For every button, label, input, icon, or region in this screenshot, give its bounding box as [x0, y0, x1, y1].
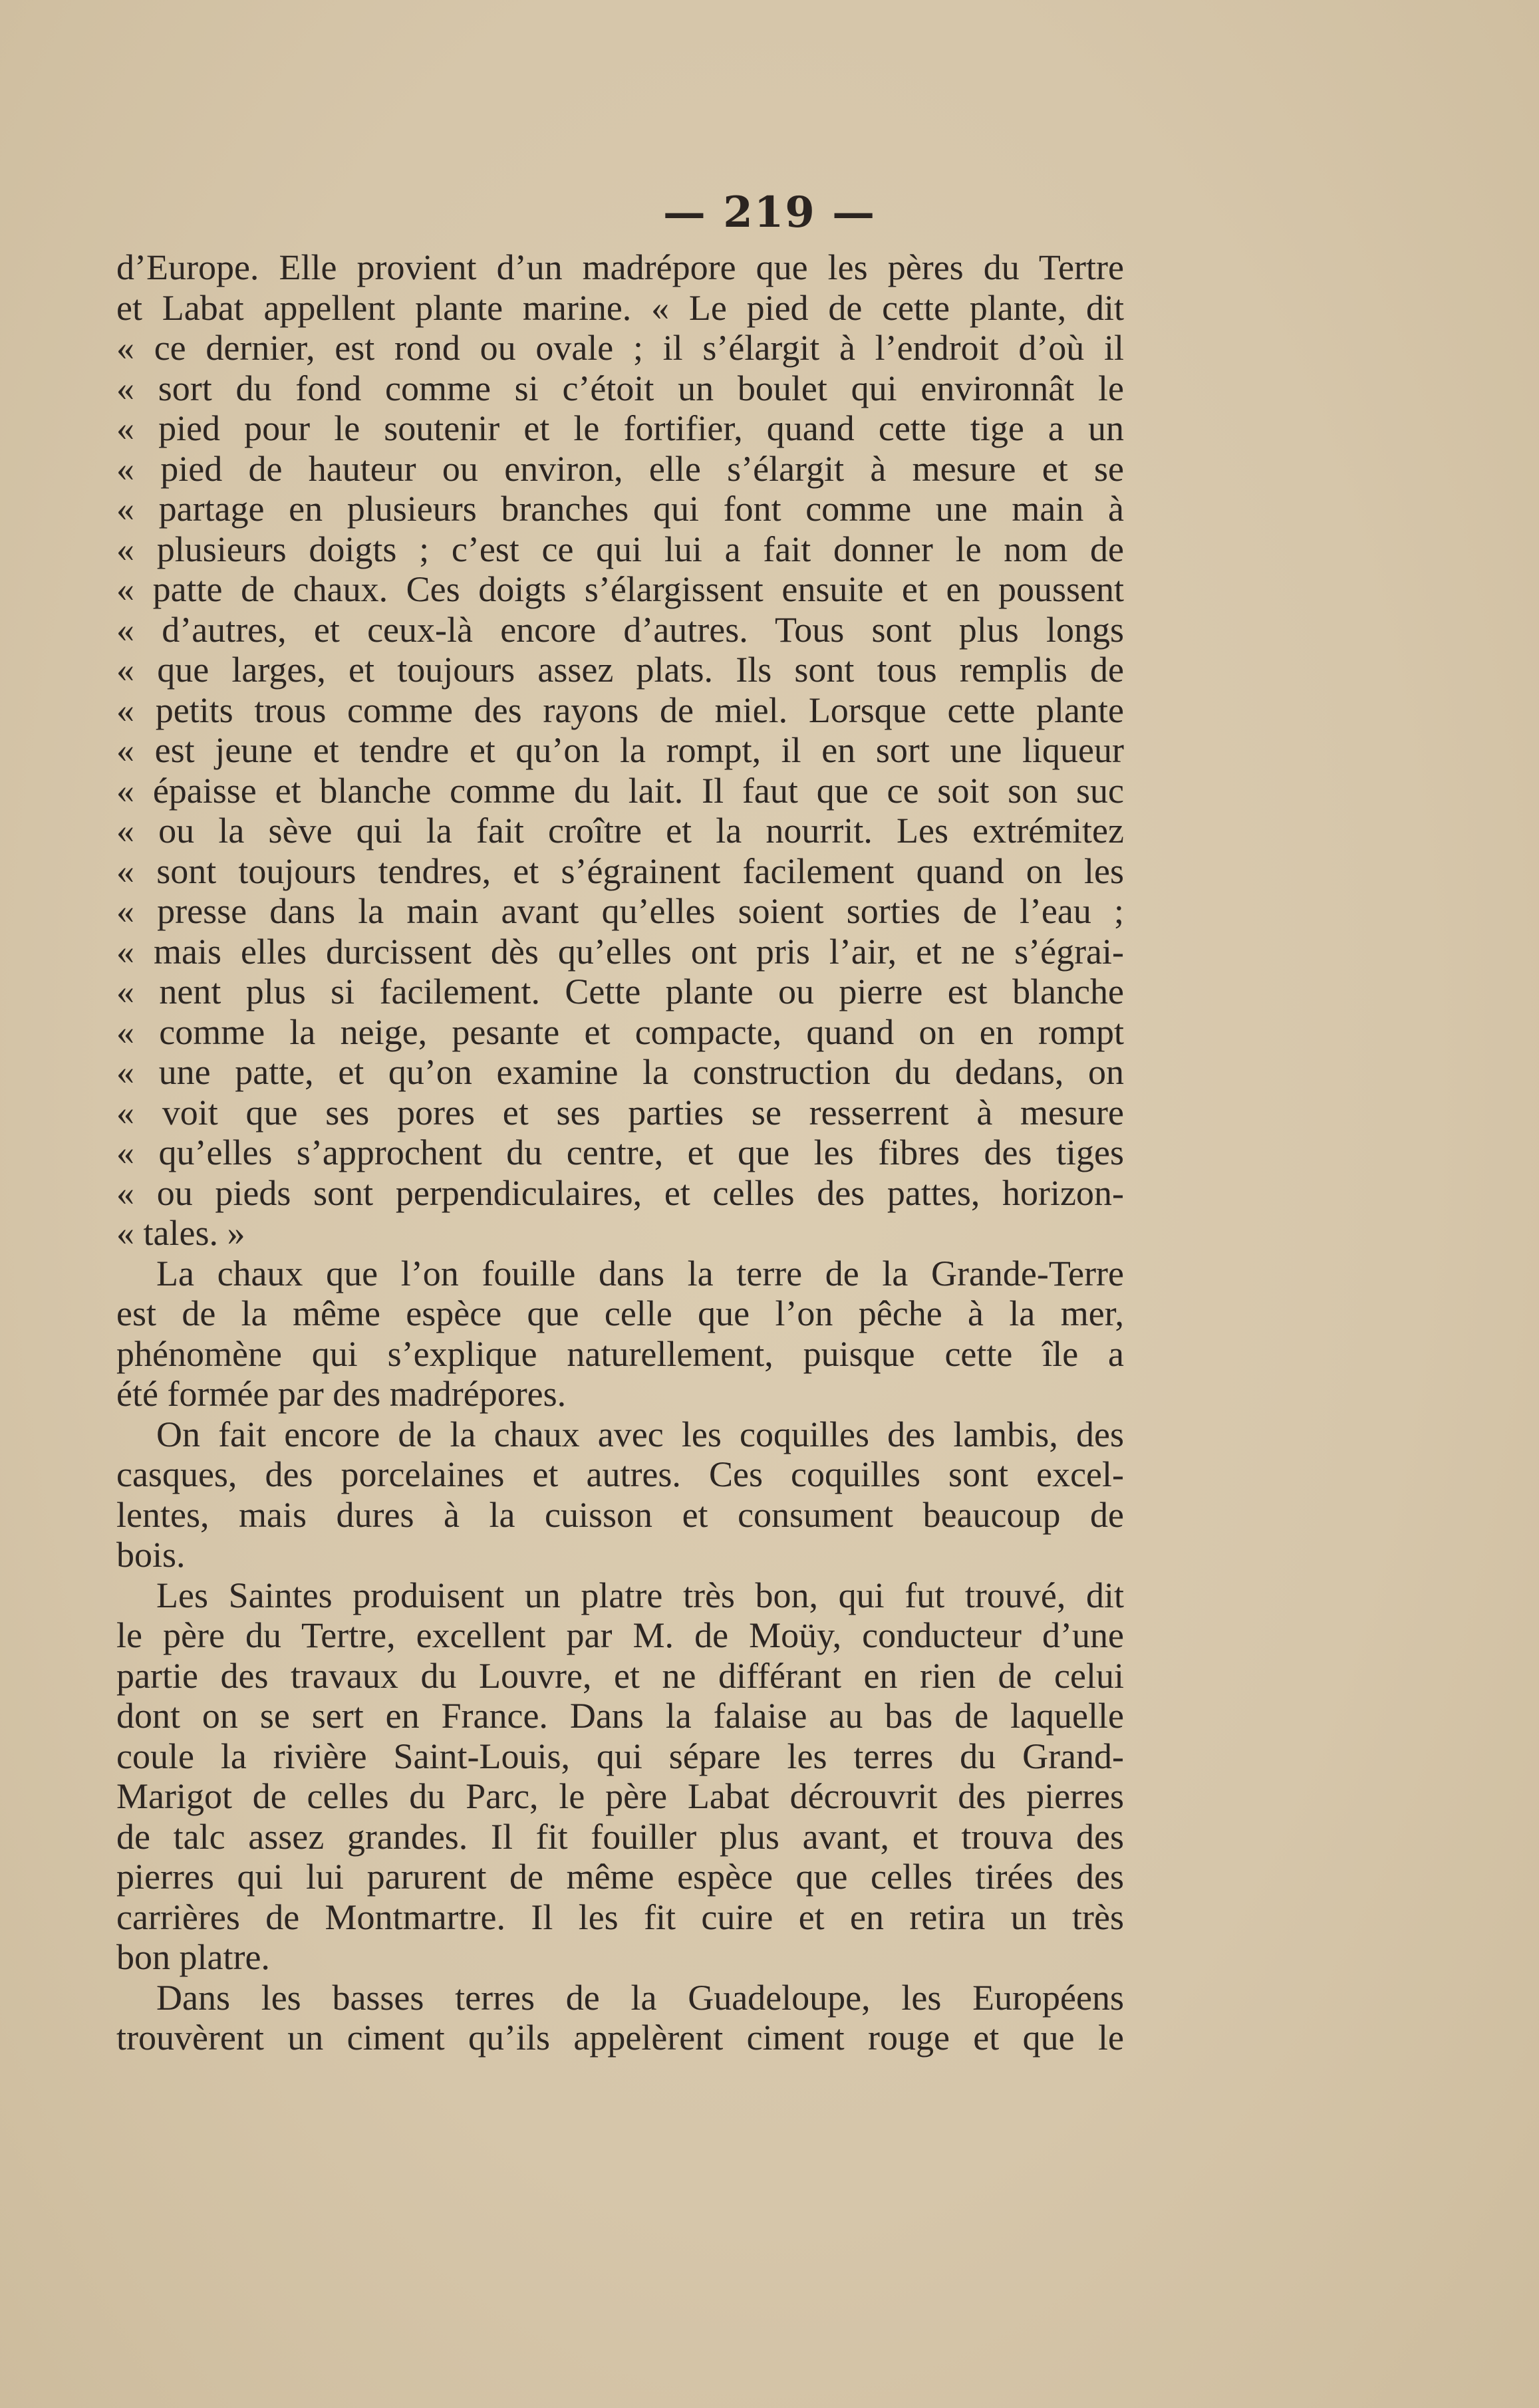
text-line: « une patte, et qu’on examine la construction du dedans, on [116, 1052, 1124, 1092]
text-line: « sont toujours tendres, et s’égrainent facilement quand on les [116, 851, 1124, 891]
page-number: — 219 — [662, 188, 877, 237]
paragraph-first-line: Dans les basses terres de la Guadeloupe, les Européens [156, 1977, 1124, 2018]
text-line: phénomène qui s’explique naturellement, puisque cette île a [116, 1333, 1124, 1374]
text-line: « ou la sève qui la fait croître et la nourrit. Les extrémitez [116, 811, 1124, 851]
text-line: et Labat appellent plante marine. « Le pied de cette plante, dit [116, 287, 1124, 328]
text-line: « presse dans la main avant qu’elles soient sorties de l’eau ; [116, 891, 1124, 931]
paragraph-first-line: La chaux que l’on fouille dans la terre de la Grande-Terre [156, 1253, 1124, 1293]
text-line: de talc assez grandes. Il fit fouiller plus avant, et trouva des [116, 1816, 1124, 1857]
text-line: « que larges, et toujours assez plats. Ils sont tous remplis de [116, 650, 1124, 690]
text-line: Marigot de celles du Parc, le père Labat décrouvrit des pierres [116, 1776, 1124, 1816]
text-line: « sort du fond comme si c’étoit un boulet qui environnât le [116, 368, 1124, 408]
text-line: « mais elles durcissent dès qu’elles ont pris l’air, et ne s’égrai- [116, 931, 1124, 972]
paragraph-first-line: On fait encore de la chaux avec les coquilles des lambis, des [156, 1414, 1124, 1454]
text-line: casques, des porcelaines et autres. Ces coquilles sont excel- [116, 1454, 1124, 1494]
text-line: « patte de chaux. Ces doigts s’élargissent ensuite et en poussent [116, 569, 1124, 609]
text-line: lentes, mais dures à la cuisson et consument beaucoup de [116, 1494, 1124, 1535]
text-line: « d’autres, et ceux-là encore d’autres. Tous sont plus longs [116, 609, 1124, 650]
text-line: « partage en plusieurs branches qui font comme une main à [116, 489, 1124, 529]
text-line: carrières de Montmartre. Il les fit cuire et en retira un très [116, 1897, 1124, 1937]
text-line: « nent plus si facilement. Cette plante ou pierre est blanche [116, 972, 1124, 1011]
text-line: coule la rivière Saint-Louis, qui sépare les terres du Grand- [116, 1736, 1124, 1776]
text-line: « plusieurs doigts ; c’est ce qui lui a fait donner le nom de [116, 529, 1124, 569]
text-line: d’Europe. Elle provient d’un madrépore que les pères du Tertre [116, 247, 1124, 287]
text-line: « ou pieds sont perpendiculaires, et celles des pattes, horizon- [116, 1172, 1124, 1213]
text-line: « pied pour le soutenir et le fortifier, quand cette tige a un [116, 408, 1124, 448]
text-line: dont on se sert en France. Dans la falaise au bas de laquelle [116, 1696, 1124, 1736]
text-line: « ce dernier, est rond ou ovale ; il s’élargit à l’endroit d’où il [116, 328, 1124, 368]
text-line: bon platre. [116, 1937, 270, 1977]
text-line: été formée par des madrépores. [116, 1374, 567, 1414]
text-line: « tales. » [116, 1213, 245, 1253]
text-line: est de la même espèce que celle que l’on pêche à la mer, [116, 1293, 1124, 1333]
text-line: « épaisse et blanche comme du lait. Il faut que ce soit son suc [116, 770, 1124, 811]
text-line: partie des travaux du Louvre, et ne différant en rien de celui [116, 1655, 1124, 1696]
body-text [116, 247, 1124, 2058]
text-line: pierres qui lui parurent de même espèce que celles tirées des [116, 1857, 1124, 1897]
text-line: bois. [116, 1535, 186, 1575]
text-line: trouvèrent un ciment qu’ils appelèrent ciment rouge et que le [116, 2018, 1124, 2058]
text-line: « qu’elles s’approchent du centre, et que les fibres des tiges [116, 1133, 1124, 1172]
text-line: le père du Tertre, excellent par M. de Moüy, conducteur d’une [116, 1615, 1124, 1655]
text-line: « est jeune et tendre et qu’on la rompt, il en sort une liqueur [116, 730, 1124, 770]
paragraph-first-line: Les Saintes produisent un platre très bon, qui fut trouvé, dit [156, 1575, 1124, 1615]
text-line: « petits trous comme des rayons de miel. Lorsque cette plante [116, 690, 1124, 730]
text-line: « pied de hauteur ou environ, elle s’élargit à mesure et se [116, 448, 1124, 489]
text-line: « comme la neige, pesante et compacte, quand on en rompt [116, 1011, 1124, 1052]
text-line: « voit que ses pores et ses parties se resserrent à mesure [116, 1092, 1124, 1133]
